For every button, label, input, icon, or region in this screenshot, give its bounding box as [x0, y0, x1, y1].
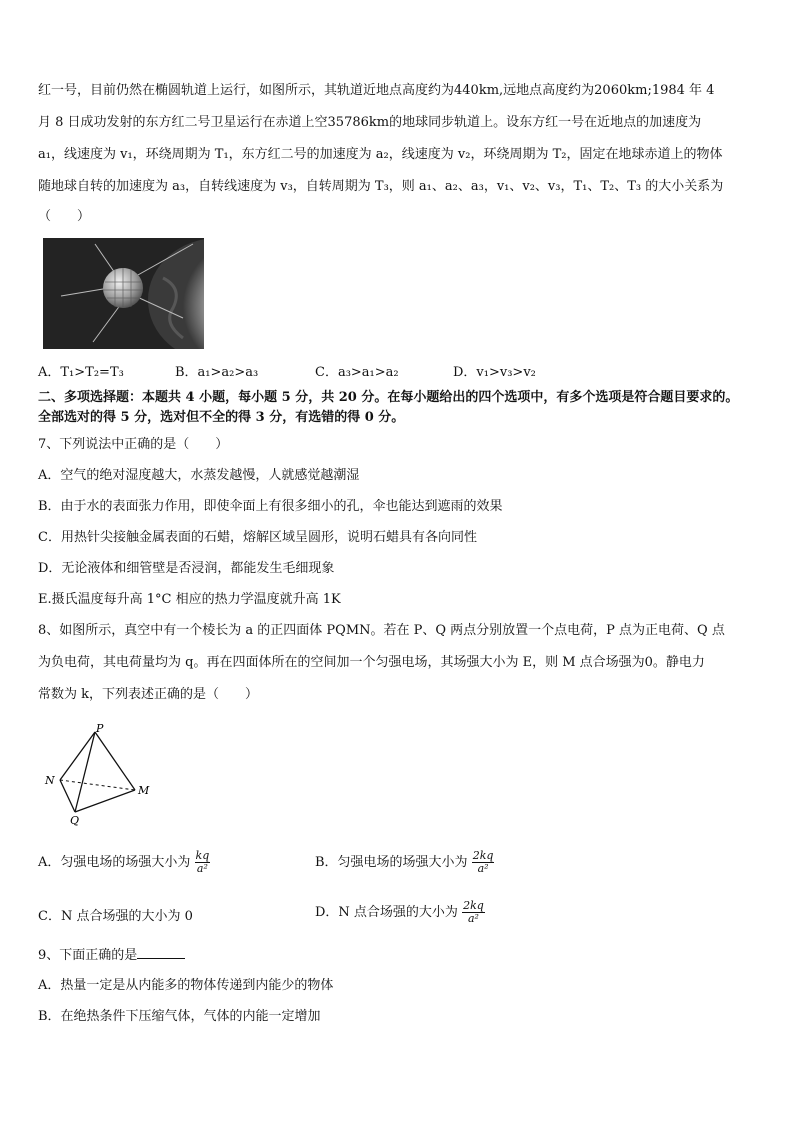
q7-option-d: D．无论液体和细管壁是否浸润，都能发生毛细现象: [38, 561, 335, 576]
q6-line-4: 随地球自转的加速度为 a₃，自转线速度为 v₃，自转周期为 T₃，则 a₁、a₂、a₃，v₁、v₂、v₃，T₁、T₂、T₃ 的大小关系为: [38, 179, 724, 194]
label-m: M: [138, 784, 150, 797]
q6-line-3: a₁，线速度为 v₁，环绕周期为 T₁，东方红二号的加速度为 a₂，线速度为 v₂，环绕周期为 T₂，固定在地球赤道上的物体: [38, 147, 723, 162]
q8-option-d-fraction: [462, 900, 485, 925]
satellite-photo: [43, 238, 204, 349]
q6-line-5: （ ）: [38, 209, 91, 224]
section2-heading-line-2: 全部选对的得 5 分，选对但不全的得 3 分，有选错的得 0 分。: [38, 410, 405, 425]
edge-pn: [60, 732, 95, 780]
q8-option-a: [38, 850, 210, 875]
q8-option-b-fraction: [472, 850, 495, 875]
q7-option-b: B．由于水的表面张力作用，即使伞面上有很多细小的孔，伞也能达到遮雨的效果: [38, 499, 503, 514]
edge-nm-hidden: [60, 780, 135, 790]
label-n: N: [45, 774, 55, 787]
q9-stem: 9、下面正确的是: [38, 948, 138, 963]
q8-option-d-text: D．N 点合场强的大小为: [315, 905, 458, 920]
q8-option-b-denominator: a²: [477, 862, 489, 875]
q7-option-c: C．用热针尖接触金属表面的石蜡，熔解区域呈圆形，说明石蜡具有各向同性: [38, 530, 477, 545]
q8-option-b-numerator: 2kq: [472, 849, 494, 862]
q8-option-a-text: A．匀强电场的场强大小为: [38, 855, 191, 870]
q8-option-c: C．N 点合场强的大小为 0: [38, 909, 193, 924]
q7-option-e: E.摄氏温度每升高 1°C 相应的热力学温度就升高 1K: [38, 592, 341, 607]
q8-option-a-denominator: a²: [196, 862, 208, 875]
q9-option-a: A．热量一定是从内能多的物体传递到内能少的物体: [38, 978, 334, 993]
section2-heading-line-1: 二、多项选择题：本题共 4 小题，每小题 5 分，共 20 分。在每小题给出的四个选项中，有多个选项是符合题目要求的。: [38, 390, 739, 405]
label-q: Q: [70, 814, 80, 827]
q7-stem: 7、下列说法中正确的是（ ）: [38, 437, 229, 452]
label-p: P: [96, 722, 104, 735]
q8-line-1: 8、如图所示，真空中有一个棱长为 a 的正四面体 PQMN。若在 P、Q 两点分别放置一个点电荷，P 点为正电荷、Q 点: [38, 623, 725, 638]
q6-option-a: A．T₁>T₂=T₃: [38, 365, 124, 380]
q6-option-b: B．a₁>a₂>a₃: [175, 365, 259, 380]
q8-option-d: [315, 900, 485, 925]
q9-stem-wrap: [38, 946, 185, 965]
q8-line-3: 常数为 k，下列表述正确的是（ ）: [38, 687, 259, 702]
tetrahedron-diagram: [40, 720, 160, 828]
edge-qm: [75, 790, 135, 812]
q6-line-1: 红一号，目前仍然在椭圆轨道上运行，如图所示，其轨道近地点高度约为440km,远地点高度约为2060km;1984 年 4: [38, 83, 715, 98]
q8-option-a-fraction: [195, 850, 211, 875]
q7-option-a: A．空气的绝对湿度越大，水蒸发越慢，人就感觉越潮湿: [38, 468, 360, 483]
q9-answer-blank: [137, 946, 185, 959]
edge-pm: [95, 732, 135, 790]
q6-option-c: C．a₃>a₁>a₂: [315, 365, 399, 380]
q8-option-b-text: B．匀强电场的场强大小为: [315, 855, 468, 870]
q8-option-b: [315, 850, 494, 875]
q8-option-d-denominator: a²: [467, 912, 479, 925]
q8-option-a-numerator: kq: [195, 849, 210, 862]
q8-option-d-numerator: 2kq: [463, 899, 484, 912]
q9-option-b: B．在绝热条件下压缩气体，气体的内能一定增加: [38, 1009, 321, 1024]
edge-pq: [75, 732, 95, 812]
edge-nq: [60, 780, 75, 812]
q6-option-d: D．v₁>v₃>v₂: [453, 365, 536, 380]
q6-line-2: 月 8 日成功发射的东方红二号卫星运行在赤道上空35786km的地球同步轨道上。设东方红一号在近地点的加速度为: [38, 115, 702, 130]
q8-line-2: 为负电荷，其电荷量均为 q。再在四面体所在的空间加一个匀强电场，其场强大小为 E，则 M 点合场强为0。静电力: [38, 655, 705, 670]
